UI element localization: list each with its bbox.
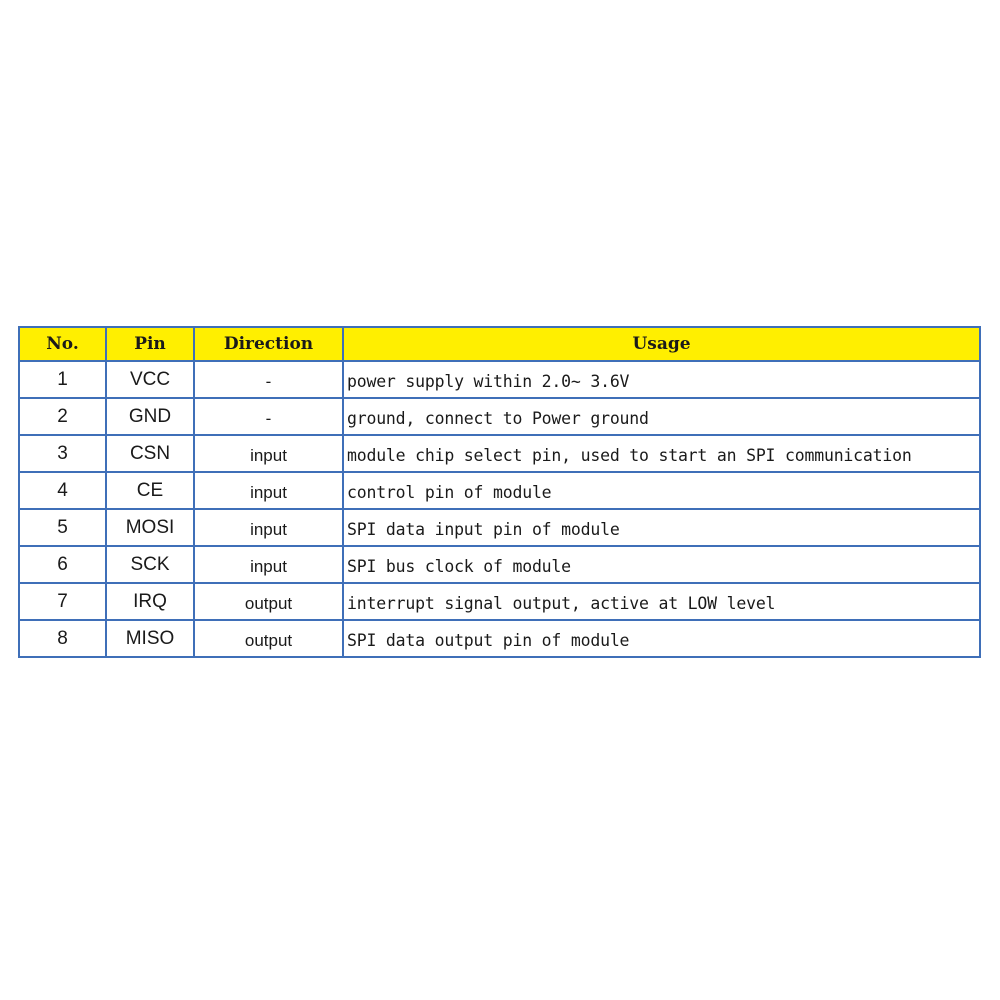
cell-direction: input — [194, 546, 343, 583]
table-row — [19, 472, 980, 509]
cell-no: 1 — [19, 361, 106, 398]
table-row — [19, 435, 980, 472]
cell-pin: MISO — [106, 620, 194, 657]
cell-usage: interrupt signal output, active at LOW level — [343, 583, 980, 620]
table-header-row — [19, 327, 980, 361]
cell-direction: - — [194, 361, 343, 398]
cell-direction: - — [194, 398, 343, 435]
cell-pin: CSN — [106, 435, 194, 472]
cell-usage: SPI data input pin of module — [343, 509, 980, 546]
cell-no: 7 — [19, 583, 106, 620]
header-no: No. — [19, 327, 106, 361]
cell-pin: VCC — [106, 361, 194, 398]
cell-pin: IRQ — [106, 583, 194, 620]
cell-direction: input — [194, 435, 343, 472]
cell-direction: input — [194, 509, 343, 546]
table-row — [19, 509, 980, 546]
cell-usage: ground, connect to Power ground — [343, 398, 980, 435]
cell-direction: input — [194, 472, 343, 509]
table-row — [19, 620, 980, 657]
cell-no: 5 — [19, 509, 106, 546]
table-row — [19, 583, 980, 620]
cell-pin: CE — [106, 472, 194, 509]
cell-no: 2 — [19, 398, 106, 435]
table-row — [19, 361, 980, 398]
cell-pin: GND — [106, 398, 194, 435]
cell-no: 6 — [19, 546, 106, 583]
cell-usage: control pin of module — [343, 472, 980, 509]
cell-pin: SCK — [106, 546, 194, 583]
cell-no: 8 — [19, 620, 106, 657]
table-row — [19, 398, 980, 435]
cell-usage: SPI bus clock of module — [343, 546, 980, 583]
cell-no: 4 — [19, 472, 106, 509]
cell-pin: MOSI — [106, 509, 194, 546]
cell-usage: power supply within 2.0~ 3.6V — [343, 361, 980, 398]
pin-definition-table — [18, 326, 981, 658]
header-pin: Pin — [106, 327, 194, 361]
cell-no: 3 — [19, 435, 106, 472]
table-row — [19, 546, 980, 583]
cell-direction: output — [194, 583, 343, 620]
header-direction: Direction — [194, 327, 343, 361]
cell-usage: module chip select pin, used to start an SPI communication — [343, 435, 980, 472]
cell-usage: SPI data output pin of module — [343, 620, 980, 657]
cell-direction: output — [194, 620, 343, 657]
header-usage: Usage — [343, 327, 980, 361]
